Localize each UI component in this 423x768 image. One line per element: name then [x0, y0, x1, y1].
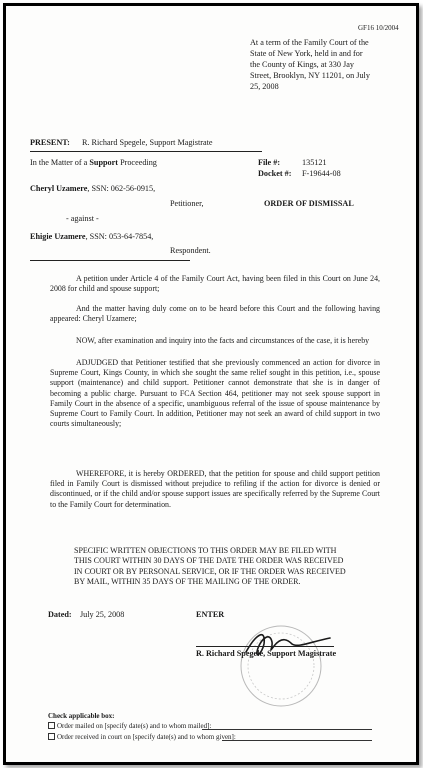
- court-header-line: State of New York, held in and for: [250, 49, 363, 58]
- court-seal-icon: [241, 626, 321, 706]
- notice-line: THIS COURT WITHIN 30 DAYS OF THE DATE THE ORDER WAS RECEIVED: [74, 556, 344, 566]
- checkbox-icon: [48, 733, 55, 740]
- dated-value: July 25, 2008: [80, 610, 125, 619]
- petitioner-line: [30, 184, 155, 194]
- matter-type: Support: [89, 158, 119, 167]
- document-page: [3, 3, 419, 765]
- form-code: GF16 10/2004: [358, 24, 399, 32]
- matter-prefix: In the Matter of a: [30, 158, 90, 167]
- court-header-line: 25, 2008: [250, 82, 279, 91]
- dated-label: Dated:: [48, 610, 72, 619]
- against-label: - against -: [66, 214, 99, 223]
- present-name: R. Richard Spegele, Support Magistrate: [82, 138, 213, 147]
- check-box-label: Check applicable box:: [48, 712, 115, 720]
- objection-notice: [74, 546, 374, 588]
- respondent-line: [30, 232, 153, 242]
- notice-line: IN COURT OR BY PERSONAL SERVICE, OR IF THE ORDER WAS RECEIVED: [74, 566, 346, 576]
- file-label: File #:: [258, 158, 281, 167]
- notice-line: BY MAIL, WITHIN 35 DAYS OF THE MAILING OF THE ORDER.: [74, 577, 301, 587]
- paragraph-appearances: And the matter having duly come on to be heard before this Court and the following having appeared: Cheryl Uzamere;: [50, 304, 380, 324]
- check-option-received: [48, 733, 236, 741]
- matter-suffix: Proceeding: [118, 158, 157, 167]
- received-fill-line: [222, 740, 372, 741]
- paragraph-ordered: WHEREFORE, it is hereby ORDERED, that the petition for spouse and child support petition filed in Family Court is dismissed without prejudice to refiling if the action for divorce is denied or discontinued, or if the child and/or spouse support issues are specifically referred by the Supreme Court to the Family Court for determination.: [50, 469, 380, 509]
- petitioner-role: Petitioner,: [170, 199, 204, 208]
- notice-line: SPECIFIC WRITTEN OBJECTIONS TO THIS ORDER MAY BE FILED WITH: [74, 546, 337, 555]
- signature-name: R. Richard Spegele, Support Magistrate: [196, 649, 337, 658]
- docket-number: F-19644-08: [302, 169, 341, 178]
- check-option-mailed: [48, 722, 211, 730]
- mailed-fill-line: [202, 729, 372, 730]
- check-option-mailed-text: Order mailed on [specify date(s) and to whom mailed]:: [57, 722, 212, 730]
- petitioner-ssn: , SSN: 062-56-0915,: [87, 184, 156, 193]
- file-number: 135121: [302, 158, 327, 167]
- order-title: ORDER OF DISMISSAL: [264, 199, 354, 208]
- respondent-role: Respondent.: [170, 246, 211, 255]
- checkbox-icon: [48, 722, 55, 729]
- present-label: PRESENT:: [30, 138, 70, 147]
- docket-label: Docket #:: [258, 169, 292, 178]
- paragraph-petition-filed: A petition under Article 4 of the Family Court Act, having been filed in this Court on June 24, 2008 for child and spouse support;: [50, 274, 380, 294]
- paragraph-adjudged: ADJUDGED that Petitioner testified that she previously commenced an action for divorce in Supreme Court, Kings County, in which she sought the same relief sought in this petition, i.e., spouse support (maintenance) and child support. Petitioner cannot demonstrate that she is in danger of becoming a public charge. Pursuant to FCA Section 464, petitioner may not seek spouse support in Family Court in the absence of a specific, unambiguous referral of the issue of spouse maintenance by Supreme Court to Family Court. In addition, Petitioner may not seek an award of child support in two courts simultaneously;: [50, 358, 380, 429]
- court-seal-and-signature: [226, 614, 346, 714]
- respondent-ssn: , SSN: 053-64-7854,: [85, 232, 154, 241]
- present-rule: [30, 151, 262, 152]
- signature-rule: [196, 646, 334, 647]
- enter-label: ENTER: [196, 610, 225, 619]
- petitioner-name: Cheryl Uzamere: [30, 184, 88, 193]
- court-header-line: At a term of the Family Court of the: [250, 38, 369, 47]
- court-header-line: the County of Kings, at 330 Jay: [250, 60, 354, 69]
- check-option-received-text: Order received in court on [specify date(s) and to whom given]:: [57, 733, 236, 741]
- court-header-line: Street, Brooklyn, NY 11201, on July: [250, 71, 370, 80]
- paragraph-examination: NOW, after examination and inquiry into the facts and circumstances of the case, it is hereby: [76, 336, 370, 345]
- respondent-name: Ehigie Uzamere: [30, 232, 86, 241]
- caption-rule: [30, 260, 190, 261]
- seal-inner-ring: [248, 633, 314, 699]
- matter-caption: [30, 158, 157, 168]
